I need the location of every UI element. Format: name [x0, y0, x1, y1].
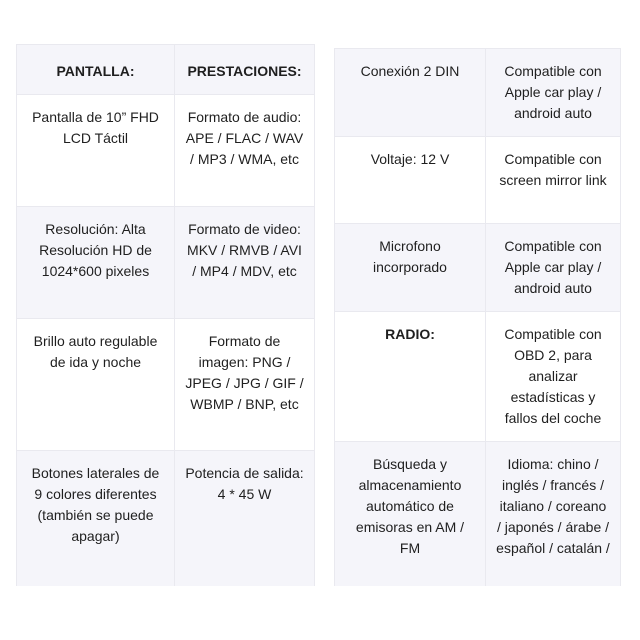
table-row [335, 49, 621, 137]
table-cell: Compatible con Apple car play / android auto [486, 49, 621, 137]
section-label-radio: RADIO: [335, 312, 486, 442]
table-cell: Resolución: Alta Resolución HD de 1024*600 pixeles [17, 207, 175, 319]
table-cell: Brillo auto regulable de ida y noche [17, 319, 175, 451]
table-cell: Pantalla de 10” FHD LCD Táctil [17, 95, 175, 207]
table-row [335, 224, 621, 312]
table-cell: Formato de audio: APE / FLAC / WAV / MP3 / WMA, etc [175, 95, 315, 207]
table-row [17, 451, 315, 591]
table-cell: Compatible con Apple car play / android auto [486, 224, 621, 312]
table-cell: Conexión 2 DIN [335, 49, 486, 137]
header-pantalla: PANTALLA: [17, 45, 175, 95]
table-row [17, 207, 315, 319]
table-cell: Voltaje: 12 V [335, 137, 486, 224]
table-row [17, 95, 315, 207]
table-cell: Compatible con screen mirror link [486, 137, 621, 224]
table-row [335, 137, 621, 224]
table-row [335, 442, 621, 602]
table-cell: Potencia de salida: 4 * 45 W [175, 451, 315, 591]
features-table-right [334, 48, 621, 602]
table-header-row [17, 45, 315, 95]
bottom-margin [0, 586, 640, 640]
header-prestaciones: PRESTACIONES: [175, 45, 315, 95]
table-cell: Búsqueda y almacenamiento automático de emisoras en AM / FM [335, 442, 486, 602]
table-cell: Compatible con OBD 2, para analizar estadísticas y fallos del coche [486, 312, 621, 442]
table-row [335, 312, 621, 442]
table-row [17, 319, 315, 451]
features-table-left [16, 44, 315, 591]
table-cell: Formato de imagen: PNG / JPEG / JPG / GIF / WBMP / BNP, etc [175, 319, 315, 451]
table-cell: Idioma: chino / inglés / francés / italiano / coreano / japonés / árabe / español / catalán / [486, 442, 621, 602]
table-cell: Microfono incorporado [335, 224, 486, 312]
table-cell: Formato de video: MKV / RMVB / AVI / MP4 / MDV, etc [175, 207, 315, 319]
table-cell: Botones laterales de 9 colores diferentes (también se puede apagar) [17, 451, 175, 591]
